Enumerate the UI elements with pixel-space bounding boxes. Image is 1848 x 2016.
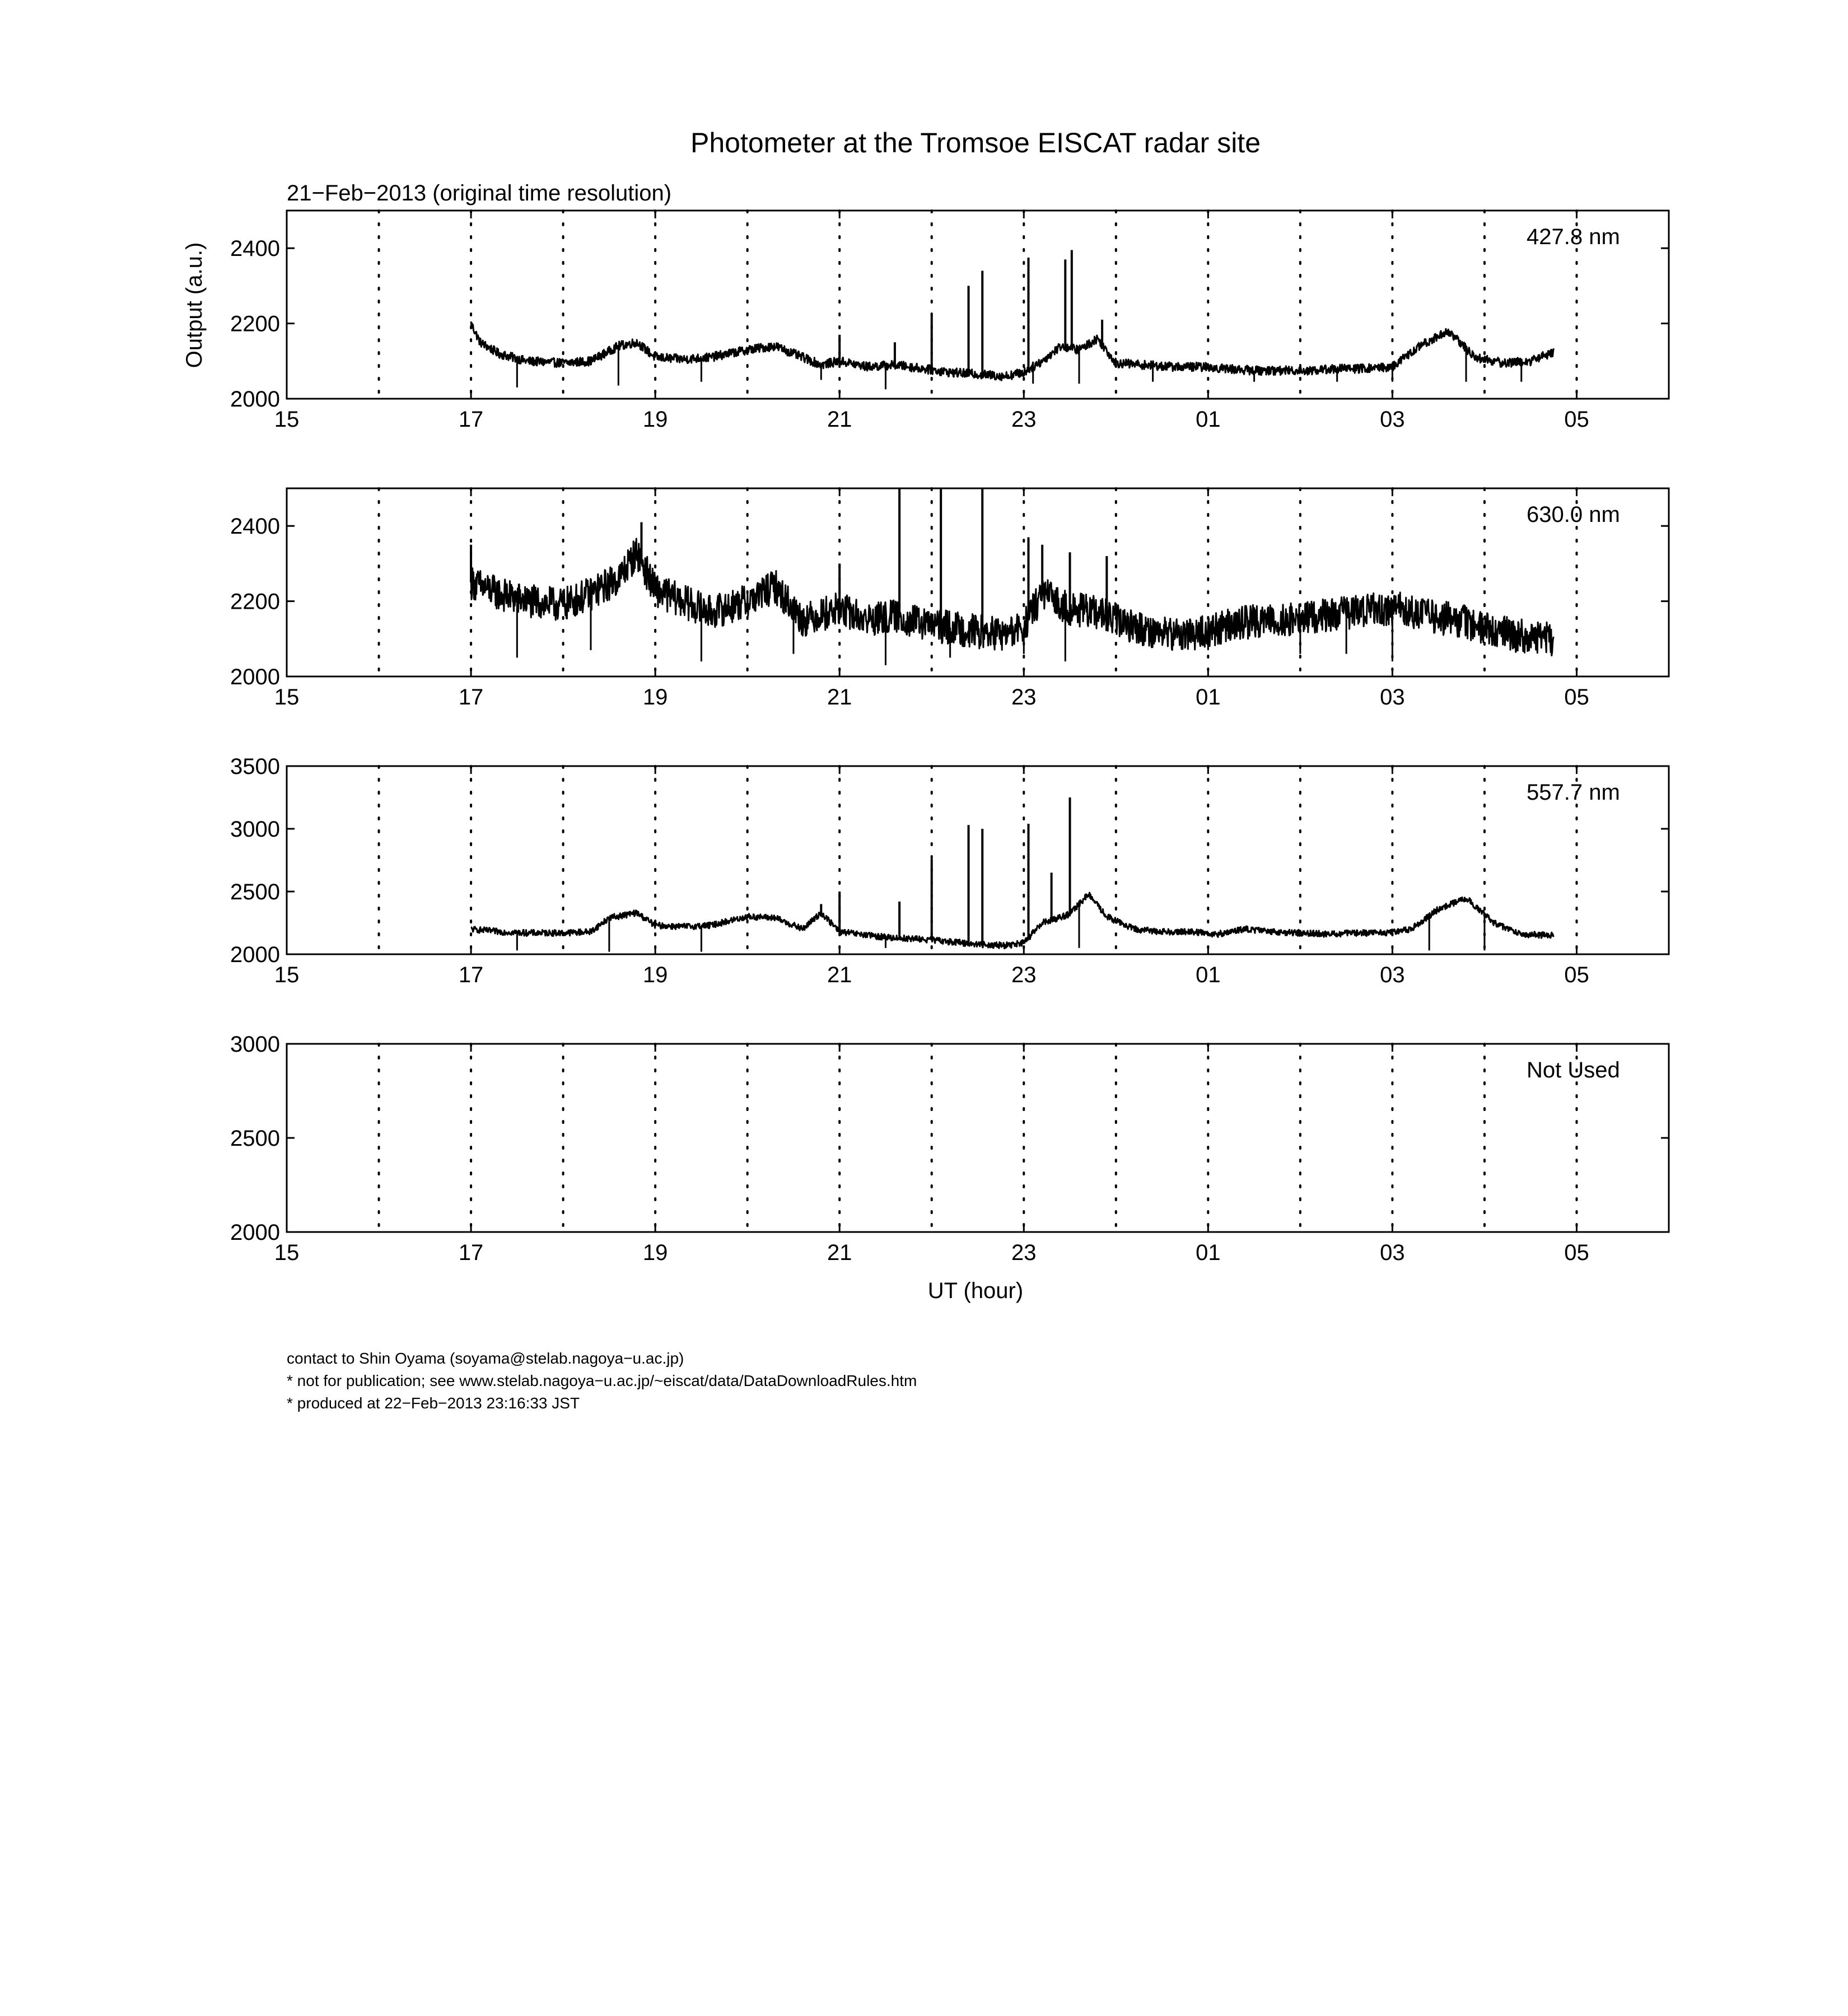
y-tick-label: 2400 xyxy=(230,514,280,539)
x-tick-label: 23 xyxy=(1011,685,1037,710)
publication-note: * not for publication; see www.stelab.nagoya−u.ac.jp/~eiscat/data/DataDownloadRules.htm xyxy=(287,1372,917,1389)
x-tick-label: 17 xyxy=(458,1240,484,1265)
chart-subtitle: 21−Feb−2013 (original time resolution) xyxy=(287,181,672,206)
chart-title: Photometer at the Tromsoe EISCAT radar site xyxy=(690,127,1261,158)
series-trace xyxy=(471,321,1553,380)
x-tick-label: 05 xyxy=(1564,963,1589,987)
x-tick-label: 03 xyxy=(1380,1240,1405,1265)
panel-frame xyxy=(287,766,1669,954)
x-tick-label: 15 xyxy=(274,963,300,987)
panel-4 xyxy=(230,1032,1669,1265)
y-tick-label: 2000 xyxy=(230,665,280,689)
series-trace xyxy=(471,893,1553,949)
produced-note: * produced at 22−Feb−2013 23:16:33 JST xyxy=(287,1394,580,1412)
x-tick-label: 19 xyxy=(642,407,668,432)
x-tick-label: 01 xyxy=(1196,407,1221,432)
x-tick-label: 03 xyxy=(1380,963,1405,987)
x-tick-label: 17 xyxy=(458,963,484,987)
panel-1 xyxy=(230,211,1669,432)
y-tick-label: 2500 xyxy=(230,1126,280,1151)
y-tick-label: 2000 xyxy=(230,942,280,967)
x-tick-label: 17 xyxy=(458,407,484,432)
chart-panels xyxy=(230,211,1669,1265)
y-axis-label: Output (a.u.) xyxy=(182,242,207,368)
y-tick-label: 3000 xyxy=(230,817,280,842)
x-tick-label: 03 xyxy=(1380,407,1405,432)
x-tick-label: 17 xyxy=(458,685,484,710)
y-tick-label: 2000 xyxy=(230,1220,280,1245)
contact-note: contact to Shin Oyama (soyama@stelab.nagoya−u.ac.jp) xyxy=(287,1350,684,1367)
series-trace xyxy=(471,539,1553,656)
x-tick-label: 05 xyxy=(1564,1240,1589,1265)
x-tick-label: 05 xyxy=(1564,685,1589,710)
x-tick-label: 23 xyxy=(1011,1240,1037,1265)
y-tick-label: 2500 xyxy=(230,880,280,904)
panel-2 xyxy=(230,488,1669,710)
panel-3 xyxy=(230,754,1669,987)
x-tick-label: 19 xyxy=(642,685,668,710)
panel-frame xyxy=(287,211,1669,399)
x-tick-label: 23 xyxy=(1011,963,1037,987)
y-tick-label: 3000 xyxy=(230,1032,280,1057)
x-tick-label: 01 xyxy=(1196,963,1221,987)
y-tick-label: 2000 xyxy=(230,387,280,412)
y-tick-label: 3500 xyxy=(230,754,280,779)
x-axis-label: UT (hour) xyxy=(927,1278,1024,1303)
x-tick-label: 21 xyxy=(827,407,852,432)
x-tick-label: 05 xyxy=(1564,407,1589,432)
footer-notes xyxy=(287,1347,917,1415)
panel-frame xyxy=(287,1044,1669,1232)
x-tick-label: 01 xyxy=(1196,1240,1221,1265)
x-tick-label: 15 xyxy=(274,407,300,432)
y-tick-label: 2200 xyxy=(230,311,280,337)
x-tick-label: 01 xyxy=(1196,685,1221,710)
y-tick-label: 2200 xyxy=(230,589,280,614)
y-tick-label: 2400 xyxy=(230,236,280,262)
panel-label: 630.0 nm xyxy=(1527,502,1620,527)
panel-label: 557.7 nm xyxy=(1527,780,1620,805)
panel-label: 427.8 nm xyxy=(1527,225,1620,249)
x-tick-label: 15 xyxy=(274,685,300,710)
x-tick-label: 03 xyxy=(1380,685,1405,710)
x-tick-label: 21 xyxy=(827,963,852,987)
x-tick-label: 19 xyxy=(642,1240,668,1265)
x-tick-label: 21 xyxy=(827,685,852,710)
panel-label: Not Used xyxy=(1527,1058,1620,1082)
x-tick-label: 15 xyxy=(274,1240,300,1265)
x-tick-label: 21 xyxy=(827,1240,852,1265)
x-tick-label: 19 xyxy=(642,963,668,987)
x-tick-label: 23 xyxy=(1011,407,1037,432)
